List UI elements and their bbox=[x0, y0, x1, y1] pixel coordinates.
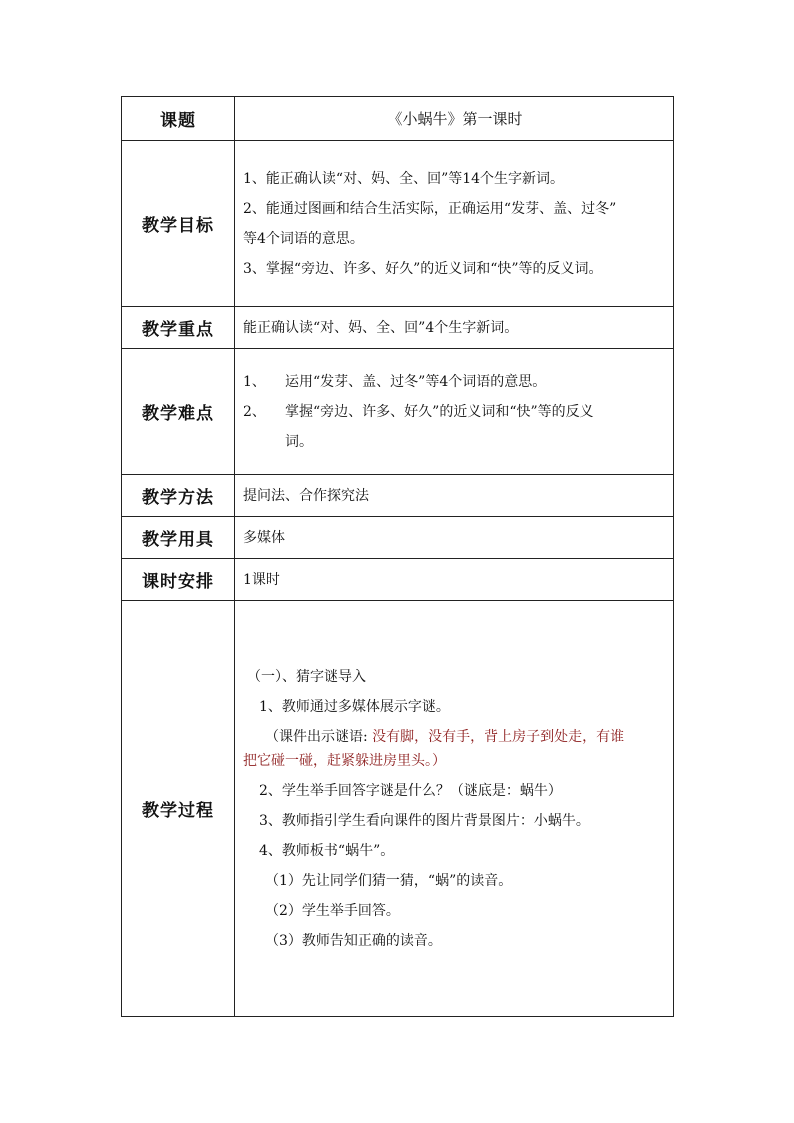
row-goals bbox=[122, 141, 674, 307]
row-tools bbox=[122, 517, 674, 559]
row-process bbox=[122, 601, 674, 1017]
process-step-3: 3、教师指引学生看向课件的图片背景图片：小蜗牛。 bbox=[259, 812, 590, 829]
riddle-prefix: （课件出示谜语: bbox=[265, 728, 368, 745]
process-section: （一）、猜字谜导入 bbox=[247, 668, 366, 685]
row-focus bbox=[122, 307, 674, 349]
process-riddle bbox=[243, 722, 667, 748]
difficulty-num-3 bbox=[243, 431, 285, 453]
method-label: 教学方法 bbox=[122, 475, 235, 517]
focus-value: 能正确认读“对、妈、全、回”4个生字新词。 bbox=[235, 307, 674, 349]
difficulty-item-2 bbox=[243, 397, 667, 427]
schedule-value: 1课时 bbox=[235, 559, 674, 601]
process-step-4: 4、教师板书“蜗牛”。 bbox=[259, 842, 395, 859]
tools-label: 教学用具 bbox=[122, 517, 235, 559]
process-label: 教学过程 bbox=[122, 601, 235, 1017]
process-content bbox=[235, 601, 674, 1017]
row-title bbox=[122, 97, 674, 141]
riddle-text-2: 把它碰一碰，赶紧躲进房里头。 bbox=[243, 752, 432, 769]
process-sub-2: （2）学生举手回答。 bbox=[265, 902, 400, 919]
difficulty-content bbox=[235, 349, 674, 475]
method-value: 提问法、合作探究法 bbox=[235, 475, 674, 517]
difficulty-num-2: 2、 bbox=[243, 403, 266, 420]
goal-item-2: 2、能通过图画和结合生活实际，正确运用“发芽、盖、过冬” bbox=[243, 200, 617, 217]
difficulty-num-1: 1、 bbox=[243, 373, 266, 390]
goals-label: 教学目标 bbox=[122, 141, 235, 307]
title-value: 《小蜗牛》第一课时 bbox=[235, 97, 674, 141]
riddle-text-1: 没有脚，没有手，背上房子到处走，有谁 bbox=[372, 728, 625, 745]
tools-value: 多媒体 bbox=[235, 517, 674, 559]
difficulty-text-3: 词。 bbox=[285, 433, 313, 450]
focus-label: 教学重点 bbox=[122, 307, 235, 349]
schedule-label: 课时安排 bbox=[122, 559, 235, 601]
difficulty-text-1: 运用“发芽、盖、过冬”等4个词语的意思。 bbox=[285, 373, 547, 390]
goals-content bbox=[235, 141, 674, 307]
row-schedule bbox=[122, 559, 674, 601]
title-label: 课题 bbox=[122, 97, 235, 141]
riddle-suffix: ） bbox=[432, 752, 446, 769]
difficulty-item-2-cont bbox=[243, 427, 667, 457]
goal-item-1: 1、能正确认读“对、妈、全、回”等14个生字新词。 bbox=[243, 170, 565, 187]
process-step-1: 1、教师通过多媒体展示字谜。 bbox=[259, 698, 450, 715]
goal-item-2-cont: 等4个词语的意思。 bbox=[243, 230, 364, 247]
difficulty-text-2: 掌握“旁边、许多、好久”的近义词和“快”等的反义 bbox=[285, 403, 594, 420]
process-sub-3: （3）教师告知正确的读音。 bbox=[265, 932, 442, 949]
process-step-2: 2、学生举手回答字谜是什么？（谜底是：蜗牛） bbox=[259, 782, 562, 799]
lesson-plan-table bbox=[121, 96, 674, 1017]
process-sub-1: （1）先让同学们猜一猜，“蜗”的读音。 bbox=[265, 872, 513, 889]
goal-item-3: 3、掌握“旁边、许多、好久”的近义词和“快”等的反义词。 bbox=[243, 260, 603, 277]
row-method bbox=[122, 475, 674, 517]
process-riddle-cont bbox=[243, 748, 667, 776]
row-difficulty bbox=[122, 349, 674, 475]
difficulty-label: 教学难点 bbox=[122, 349, 235, 475]
difficulty-item-1 bbox=[243, 367, 667, 397]
